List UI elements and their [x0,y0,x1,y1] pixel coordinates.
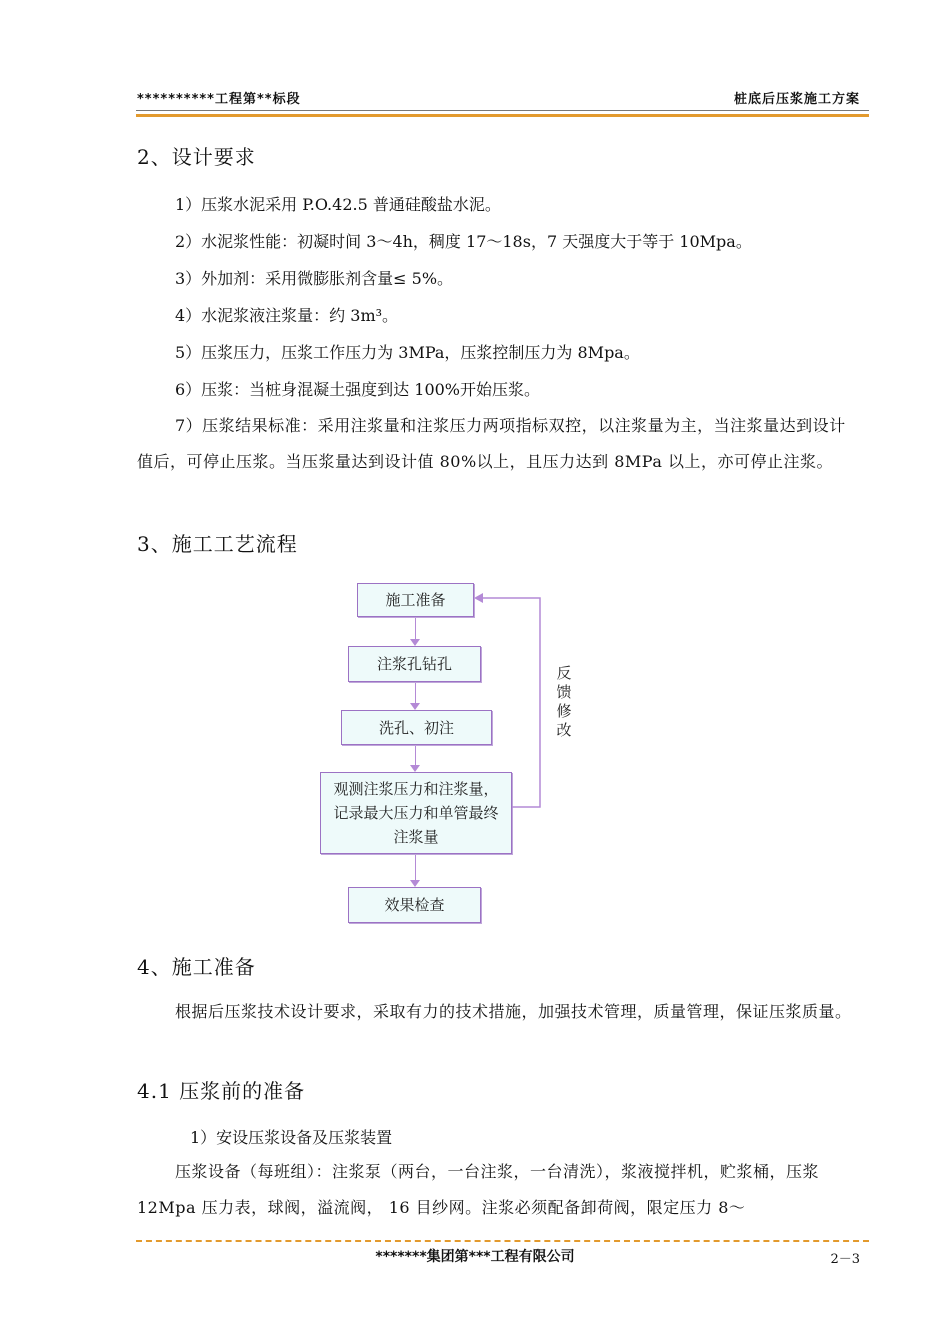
header-project-title: **********工程第**标段 [137,92,301,107]
design-item-6: 6）压浆：当桩身混凝土强度到达 100%开始压浆。 [175,380,541,399]
flow-arrow-1-head [410,639,420,646]
header-rule [136,110,869,111]
section-4-1-heading: 4.1 压浆前的准备 [137,1079,306,1103]
section-2-heading: 2、设计要求 [137,145,256,169]
flow-arrow-3-head [410,765,420,772]
flow-arrow-2-head [410,703,420,710]
flow-step-label: 洗孔、初注 [378,718,454,737]
feedback-char: 改 [556,721,572,739]
flow-arrow-3 [415,746,416,765]
flow-step-label: 观测注浆压力和注浆量，记录最大压力和单管最终注浆量 [333,780,499,846]
flow-arrow-2 [415,683,416,703]
design-item-5: 5）压浆压力，压浆工作压力为 3MPa，压浆控制压力为 8Mpa。 [175,343,640,362]
flow-feedback-loop [470,590,550,815]
flow-step-prepare [357,583,474,617]
section-4-1-paragraph: 压浆设备（每班组）：注浆泵（两台，一台注浆，一台清洗），浆液搅拌机，贮浆桶，压浆 12Mpa 压力表，球阀，溢流阀， 16 目纱网。注浆必须配备卸荷阀，限定压力 8～ [137,1162,820,1217]
flow-step-drill [348,646,481,682]
header-accent-rule [136,114,869,117]
feedback-char: 馈 [556,683,572,701]
footer-rule [136,1240,869,1242]
design-item-1: 1）压浆水泥采用 P.O.42.5 普通硅酸盐水泥。 [175,195,501,214]
section-4-heading: 4、施工准备 [137,955,256,979]
flow-arrow-1 [415,618,416,639]
footer-company: *******集团第***工程有限公司 [375,1249,575,1265]
section-3-heading: 3、施工工艺流程 [137,532,298,556]
flow-feedback-label [555,664,573,740]
flow-step-label: 注浆孔钻孔 [376,655,452,673]
design-item-2: 2）水泥浆性能：初凝时间 3～4h，稠度 17～18s，7 天强度大于等于 10Mpa。 [175,232,752,251]
section-4-1-item-1: 1）安设压浆设备及压浆装置 [190,1128,393,1147]
design-item-7: 7）压浆结果标准：采用注浆量和注浆压力两项指标双控，以注浆量为主，当注浆量达到设计值后，可停止压浆。当压浆量达到设计值 80%以上，且压力达到 8MPa 以上，亦可停止注浆。 [137,416,846,471]
section-4-paragraph: 根据后压浆技术设计要求，采取有力的技术措施，加强技术管理，质量管理，保证压浆质量。 [175,1002,852,1021]
feedback-char: 反 [556,664,572,682]
flow-arrow-4-head [410,880,420,887]
flow-step-label: 施工准备 [385,591,446,609]
design-item-3: 3）外加剂：采用微膨胀剂含量≤ 5%。 [175,269,454,288]
feedback-char: 修 [556,702,572,720]
flow-arrow-4 [415,855,416,880]
flow-step-check [348,887,481,923]
page-number: 2－3 [830,1252,860,1267]
flow-step-label: 效果检查 [384,896,445,914]
header-document-title: 桩底后压浆施工方案 [733,92,860,107]
design-item-4: 4）水泥浆液注浆量：约 3m³。 [175,306,399,325]
